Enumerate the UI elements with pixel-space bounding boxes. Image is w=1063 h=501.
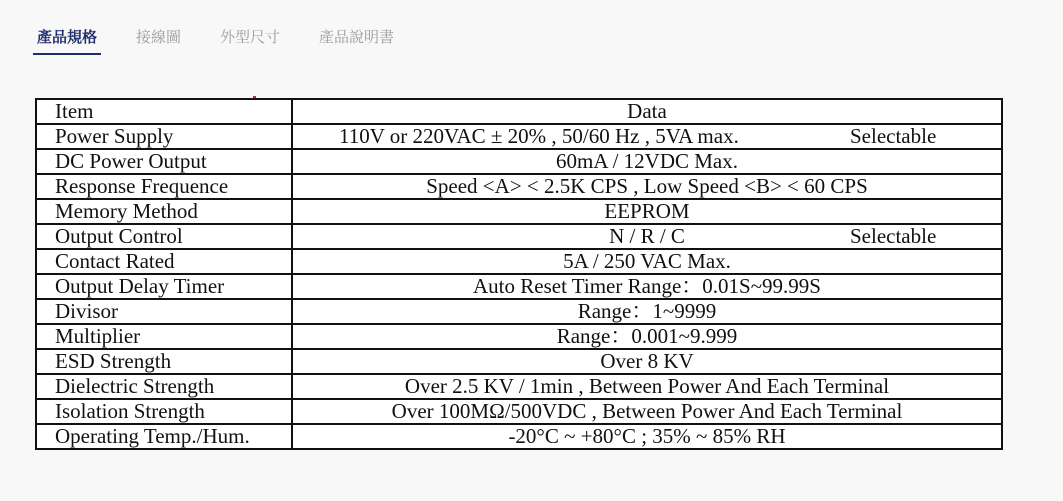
row-note: Selectable: [850, 224, 937, 248]
row-data-text: Over 100MΩ/500VDC , Between Power And Each Terminal: [391, 399, 903, 423]
row-item: Output Delay Timer: [36, 274, 292, 299]
row-item: Memory Method: [36, 199, 292, 224]
table-row: [36, 374, 1002, 399]
table-row: [36, 399, 1002, 424]
header-data: [292, 99, 1002, 124]
row-data: [292, 399, 1002, 424]
row-item: Power Supply: [36, 124, 292, 149]
table-row: [36, 249, 1002, 274]
row-item: DC Power Output: [36, 149, 292, 174]
table-row: [36, 424, 1002, 449]
row-data: [292, 374, 1002, 399]
row-data-text: -20°C ~ +80°C ; 35% ~ 85% RH: [508, 424, 786, 448]
table-row: [36, 299, 1002, 324]
row-data-text: 110V or 220VAC ± 20% , 50/60 Hz , 5VA max.: [339, 124, 739, 148]
table-row: [36, 124, 1002, 149]
spec-table-container: [35, 98, 1003, 450]
row-data: [292, 349, 1002, 374]
row-data-text: N / R / C: [609, 224, 685, 248]
row-data-text: EEPROM: [604, 199, 690, 223]
spec-table: [35, 98, 1003, 450]
table-row: [36, 199, 1002, 224]
row-item: Multiplier: [36, 324, 292, 349]
row-data: [292, 424, 1002, 449]
row-data-text: Speed <A> < 2.5K CPS , Low Speed <B> < 60 CPS: [426, 174, 868, 198]
row-data-text: Range：1~9999: [577, 299, 717, 323]
row-data: [292, 274, 1002, 299]
row-item: Divisor: [36, 299, 292, 324]
row-item: Dielectric Strength: [36, 374, 292, 399]
row-item: Output Control: [36, 224, 292, 249]
table-row: [36, 274, 1002, 299]
tab-manual[interactable]: 產品說明書: [319, 28, 395, 46]
table-row: [36, 324, 1002, 349]
tab-wiring-diagram[interactable]: 接線圖: [136, 28, 182, 46]
row-data: [292, 299, 1002, 324]
row-item: Operating Temp./Hum.: [36, 424, 292, 449]
row-item: Contact Rated: [36, 249, 292, 274]
header-data-text: Data: [627, 99, 667, 123]
row-item: Isolation Strength: [36, 399, 292, 424]
row-data-text: Over 2.5 KV / 1min , Between Power And Each Terminal: [404, 374, 890, 398]
table-header-row: [36, 99, 1002, 124]
row-data: [292, 149, 1002, 174]
header-item: Item: [36, 99, 292, 124]
row-item: Response Frequence: [36, 174, 292, 199]
row-data: [292, 199, 1002, 224]
row-data: [292, 224, 1002, 249]
row-data-text: Auto Reset Timer Range：0.01S~99.99S: [473, 274, 821, 298]
row-data-text: Range：0.001~9.999: [556, 324, 738, 348]
row-data-text: 60mA / 12VDC Max.: [555, 149, 738, 173]
row-data: [292, 249, 1002, 274]
row-data-text: Over 8 KV: [600, 349, 694, 373]
tab-specifications[interactable]: 產品規格: [33, 22, 101, 55]
row-note: Selectable: [850, 124, 937, 148]
row-data: [292, 124, 1002, 149]
table-row: [36, 349, 1002, 374]
row-data-text: 5A / 250 VAC Max.: [563, 249, 731, 273]
product-tabs: [33, 22, 429, 55]
table-row: [36, 149, 1002, 174]
row-data: [292, 324, 1002, 349]
tab-dimensions[interactable]: 外型尺寸: [220, 28, 281, 46]
row-item: ESD Strength: [36, 349, 292, 374]
row-data: [292, 174, 1002, 199]
table-row: [36, 174, 1002, 199]
table-row: [36, 224, 1002, 249]
